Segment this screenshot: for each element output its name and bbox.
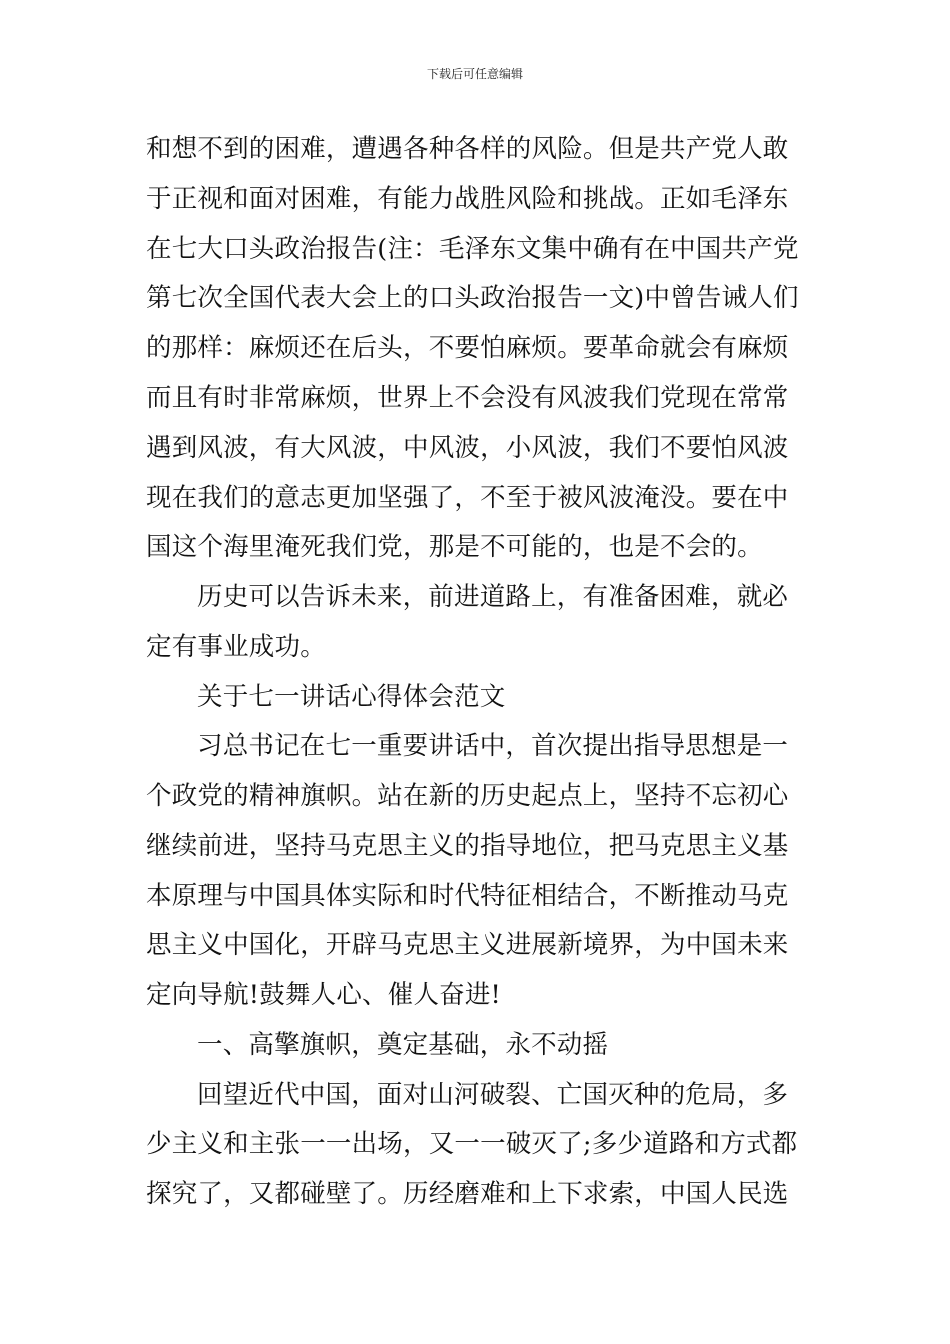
body-line: 遇到风波，有大风波，中风波，小风波，我们不要怕风波 — [146, 433, 789, 463]
body-line: 的那样：麻烦还在后头，不要怕麻烦。要革命就会有麻烦 — [146, 333, 789, 363]
body-line: 继续前进，坚持马克思主义的指导地位，把马克思主义基 — [146, 831, 789, 861]
body-line: 于正视和面对困难，有能力战胜风险和挑战。正如毛泽东 — [146, 184, 789, 214]
section-heading: 一、高擎旗帜，奠定基础，永不动摇 — [197, 1030, 609, 1060]
body-line: 和想不到的困难，遭遇各种各样的风险。但是共产党人敢 — [146, 134, 789, 164]
body-line: 国这个海里淹死我们党，那是不可能的，也是不会的。 — [146, 532, 763, 562]
body-line: 少主义和主张一一出场，又一一破灭了;多少道路和方式都 — [146, 1129, 798, 1159]
body-line: 现在我们的意志更加坚强了，不至于被风波淹没。要在中 — [146, 483, 789, 513]
paragraph-first-line: 习总书记在七一重要讲话中，首次提出指导思想是一 — [197, 731, 789, 761]
section-title: 关于七一讲话心得体会范文 — [197, 682, 506, 712]
body-line: 定有事业成功。 — [146, 632, 326, 662]
body-line: 而且有时非常麻烦，世界上不会没有风波我们党现在常常 — [146, 383, 789, 413]
body-line: 思主义中国化，开辟马克思主义进展新境界，为中国未来 — [146, 930, 789, 960]
body-line: 在七大口头政治报告(注：毛泽东文集中确有在中国共产党 — [146, 234, 799, 264]
page-header: 下载后可任意编辑 — [426, 67, 523, 81]
paragraph-first-line: 历史可以告诉未来，前进道路上，有准备困难，就必 — [197, 582, 789, 612]
body-line: 个政党的精神旗帜。站在新的历史起点上，坚持不忘初心 — [146, 781, 789, 811]
body-line: 探究了，又都碰壁了。历经磨难和上下求索，中国人民选 — [146, 1179, 789, 1209]
body-line: 第七次全国代表大会上的口头政治报告一文)中曾告诫人们 — [146, 283, 799, 313]
paragraph-first-line: 回望近代中国，面对山河破裂、亡国灭种的危局，多 — [197, 1080, 789, 1110]
body-line: 定向导航!鼓舞人心、催人奋进! — [146, 980, 501, 1010]
body-line: 本原理与中国具体实际和时代特征相结合，不断推动马克 — [146, 881, 789, 911]
